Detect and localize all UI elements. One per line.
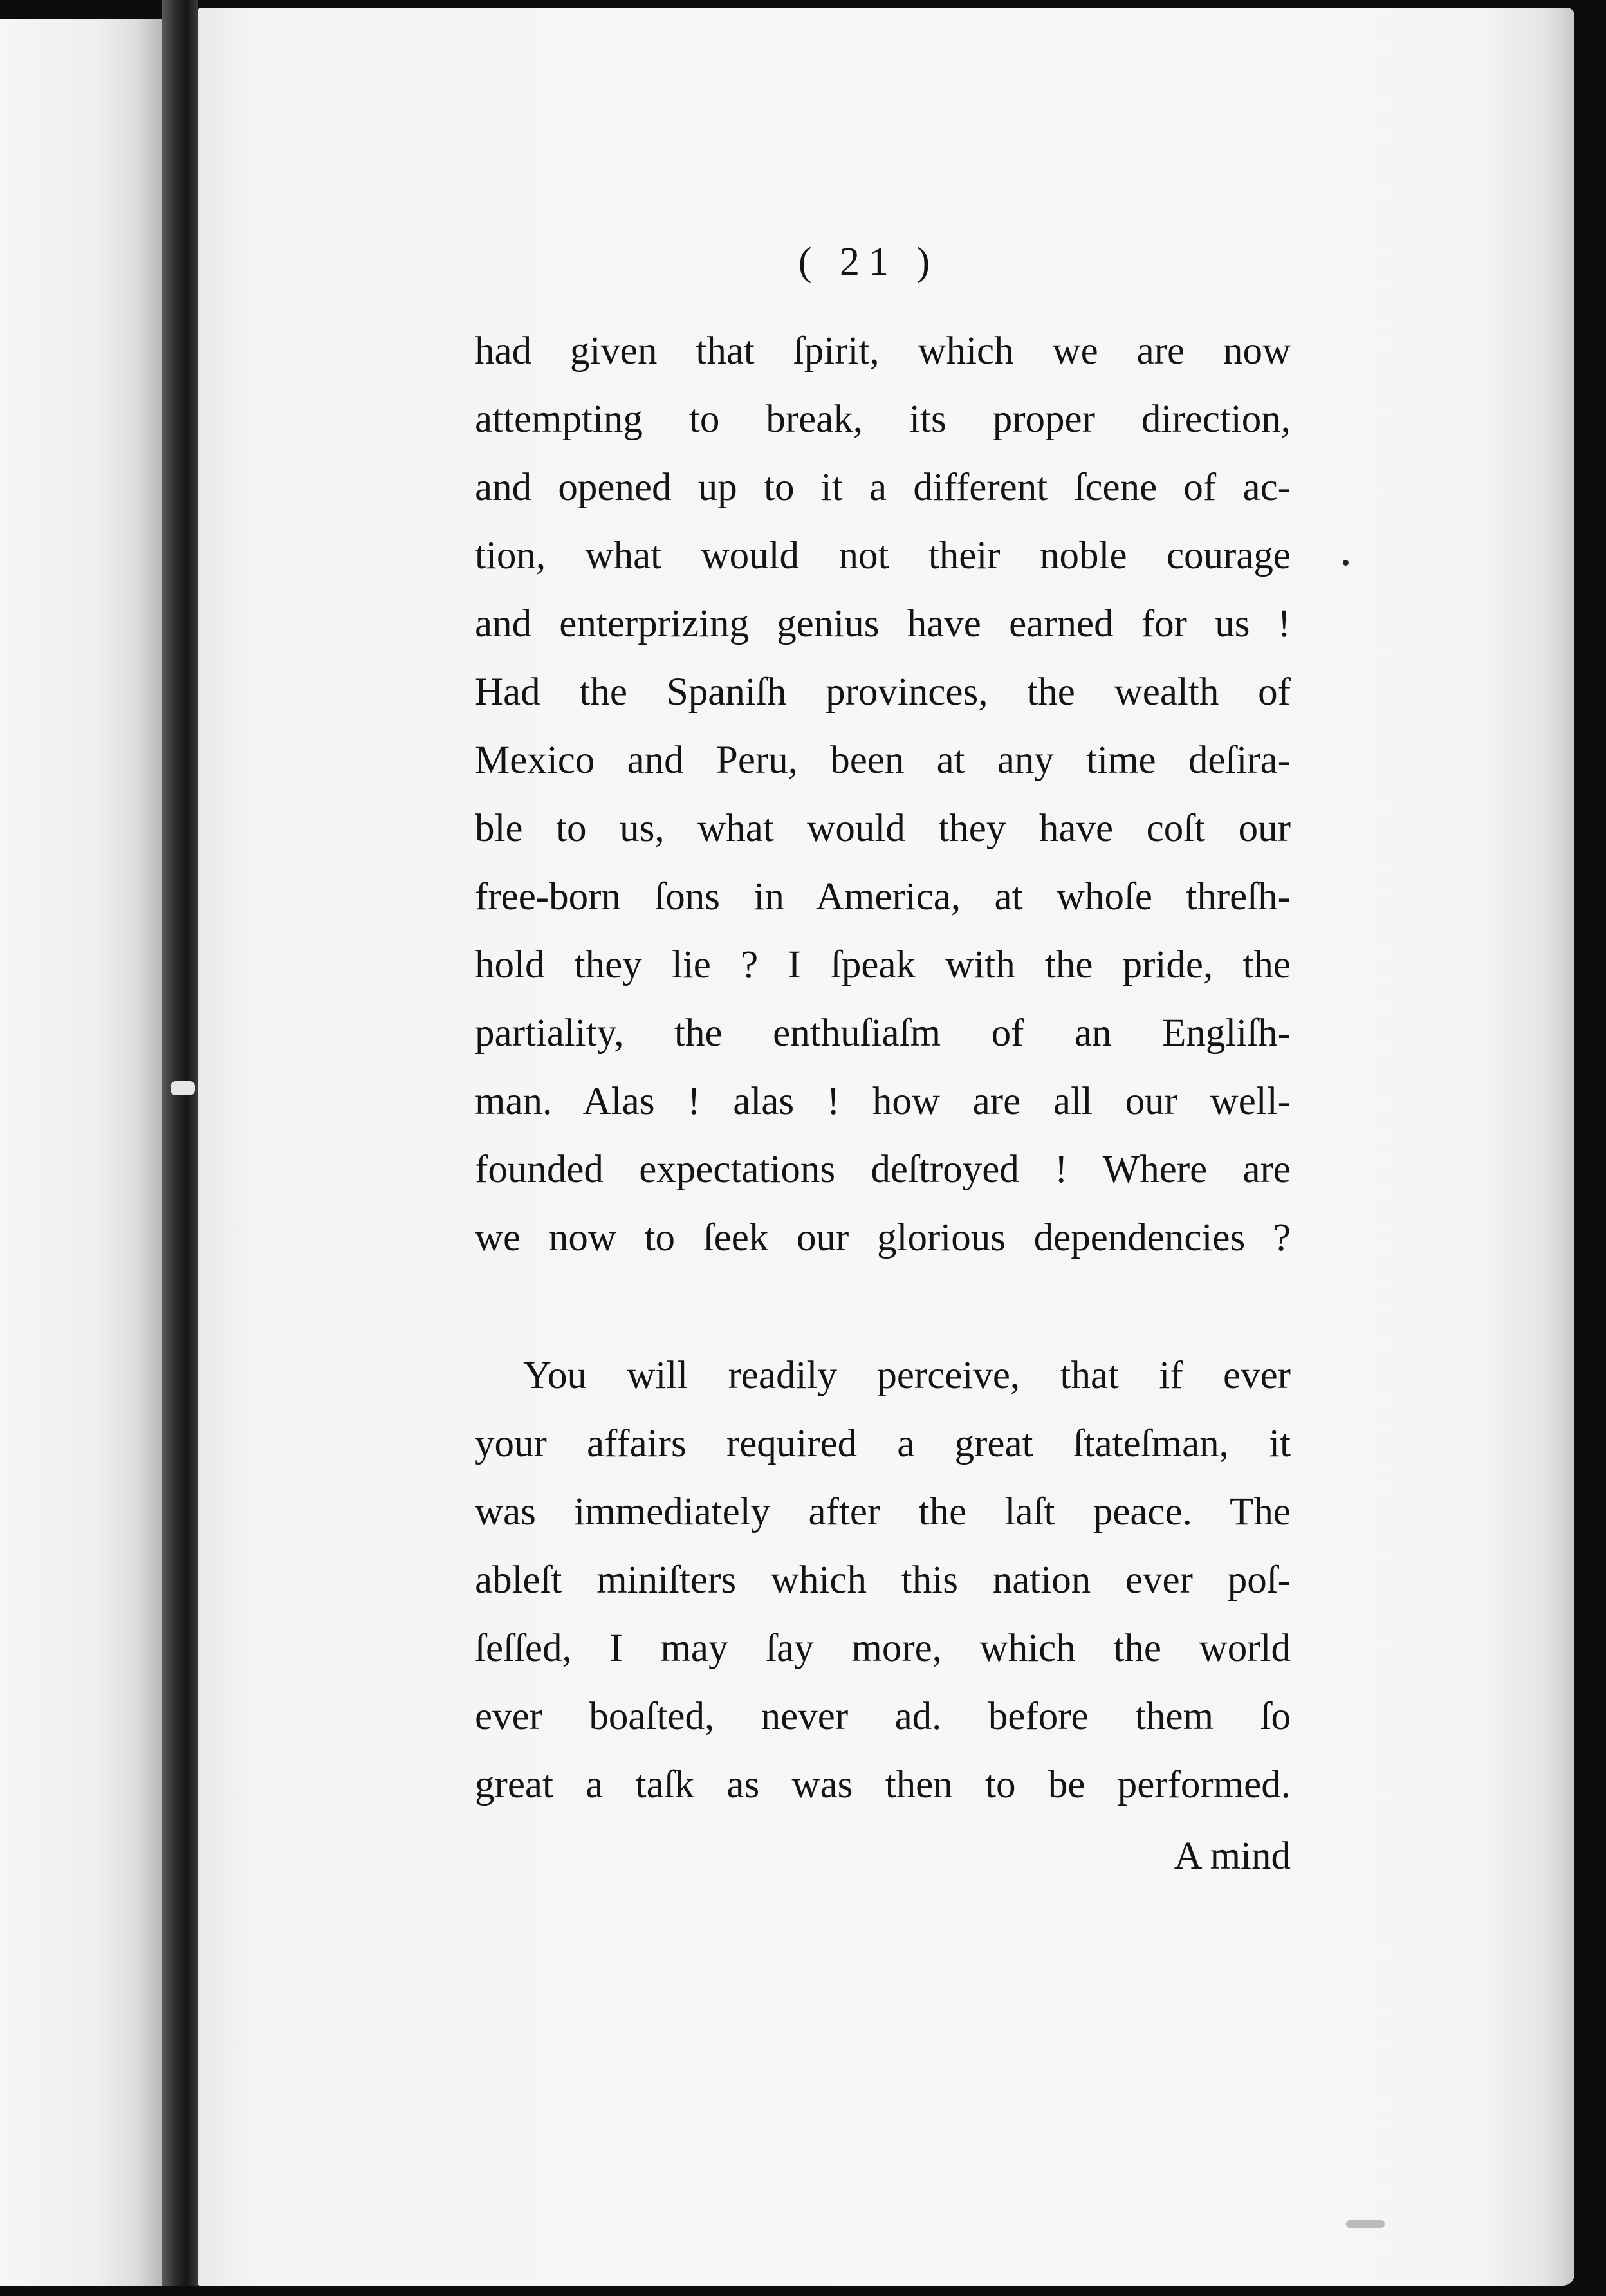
book-gutter: [162, 0, 198, 2296]
text-line: You will readily perceive, that if ever: [523, 1354, 1291, 1397]
text-line: tion, what would not their noble courage: [475, 534, 1291, 577]
text-line: we now to ſeek our glorious dependencies ?: [475, 1216, 1291, 1259]
text-line: ever boaſted, never ad. before them ſo: [475, 1695, 1291, 1738]
text-line: hold they lie ? I ſpeak with the pride, the: [475, 943, 1291, 986]
scan-border-right: [1574, 0, 1606, 2296]
page-corner-wear: [1346, 2220, 1385, 2228]
text-line: had given that ſpirit, which we are now: [475, 329, 1291, 373]
page-number: ( 21 ): [798, 240, 939, 284]
text-line: Mexico and Peru, been at any time deſira-: [475, 739, 1291, 782]
text-line: founded expectations deſtroyed ! Where are: [475, 1148, 1291, 1191]
text-line: partiality, the enthuſiaſm of an Engliſh-: [475, 1012, 1291, 1055]
ink-speck: [1343, 560, 1349, 566]
text-line: man. Alas ! alas ! how are all our well-: [475, 1080, 1291, 1123]
previous-page-edge: [0, 19, 162, 2288]
text-line: free-born ſons in America, at whoſe threſh-: [475, 875, 1291, 918]
text-line: Had the Spaniſh provinces, the wealth of: [475, 671, 1291, 714]
text-line: ſeſſed, I may ſay more, which the world: [475, 1627, 1291, 1670]
text-line: your affairs required a great ſtateſman, it: [475, 1422, 1291, 1465]
paragraph-2: [475, 1342, 1291, 1819]
catchword: A mind: [1174, 1835, 1291, 1878]
paragraph-1: [475, 317, 1291, 1272]
text-line: ble to us, what would they have coſt our: [475, 807, 1291, 850]
text-line: attempting to break, its proper direction,: [475, 398, 1291, 441]
text-line: great a taſk as was then to be performed.: [475, 1763, 1291, 1806]
paper-tear: [171, 1081, 195, 1095]
text-line: and enterprizing genius have earned for us !: [475, 602, 1291, 645]
text-line: was immediately after the laſt peace. The: [475, 1490, 1291, 1533]
scan-border-bottom: [0, 2286, 1606, 2296]
text-line: ableſt miniſters which this nation ever poſ-: [475, 1559, 1291, 1602]
text-line: and opened up to it a different ſcene of ac-: [475, 466, 1291, 509]
